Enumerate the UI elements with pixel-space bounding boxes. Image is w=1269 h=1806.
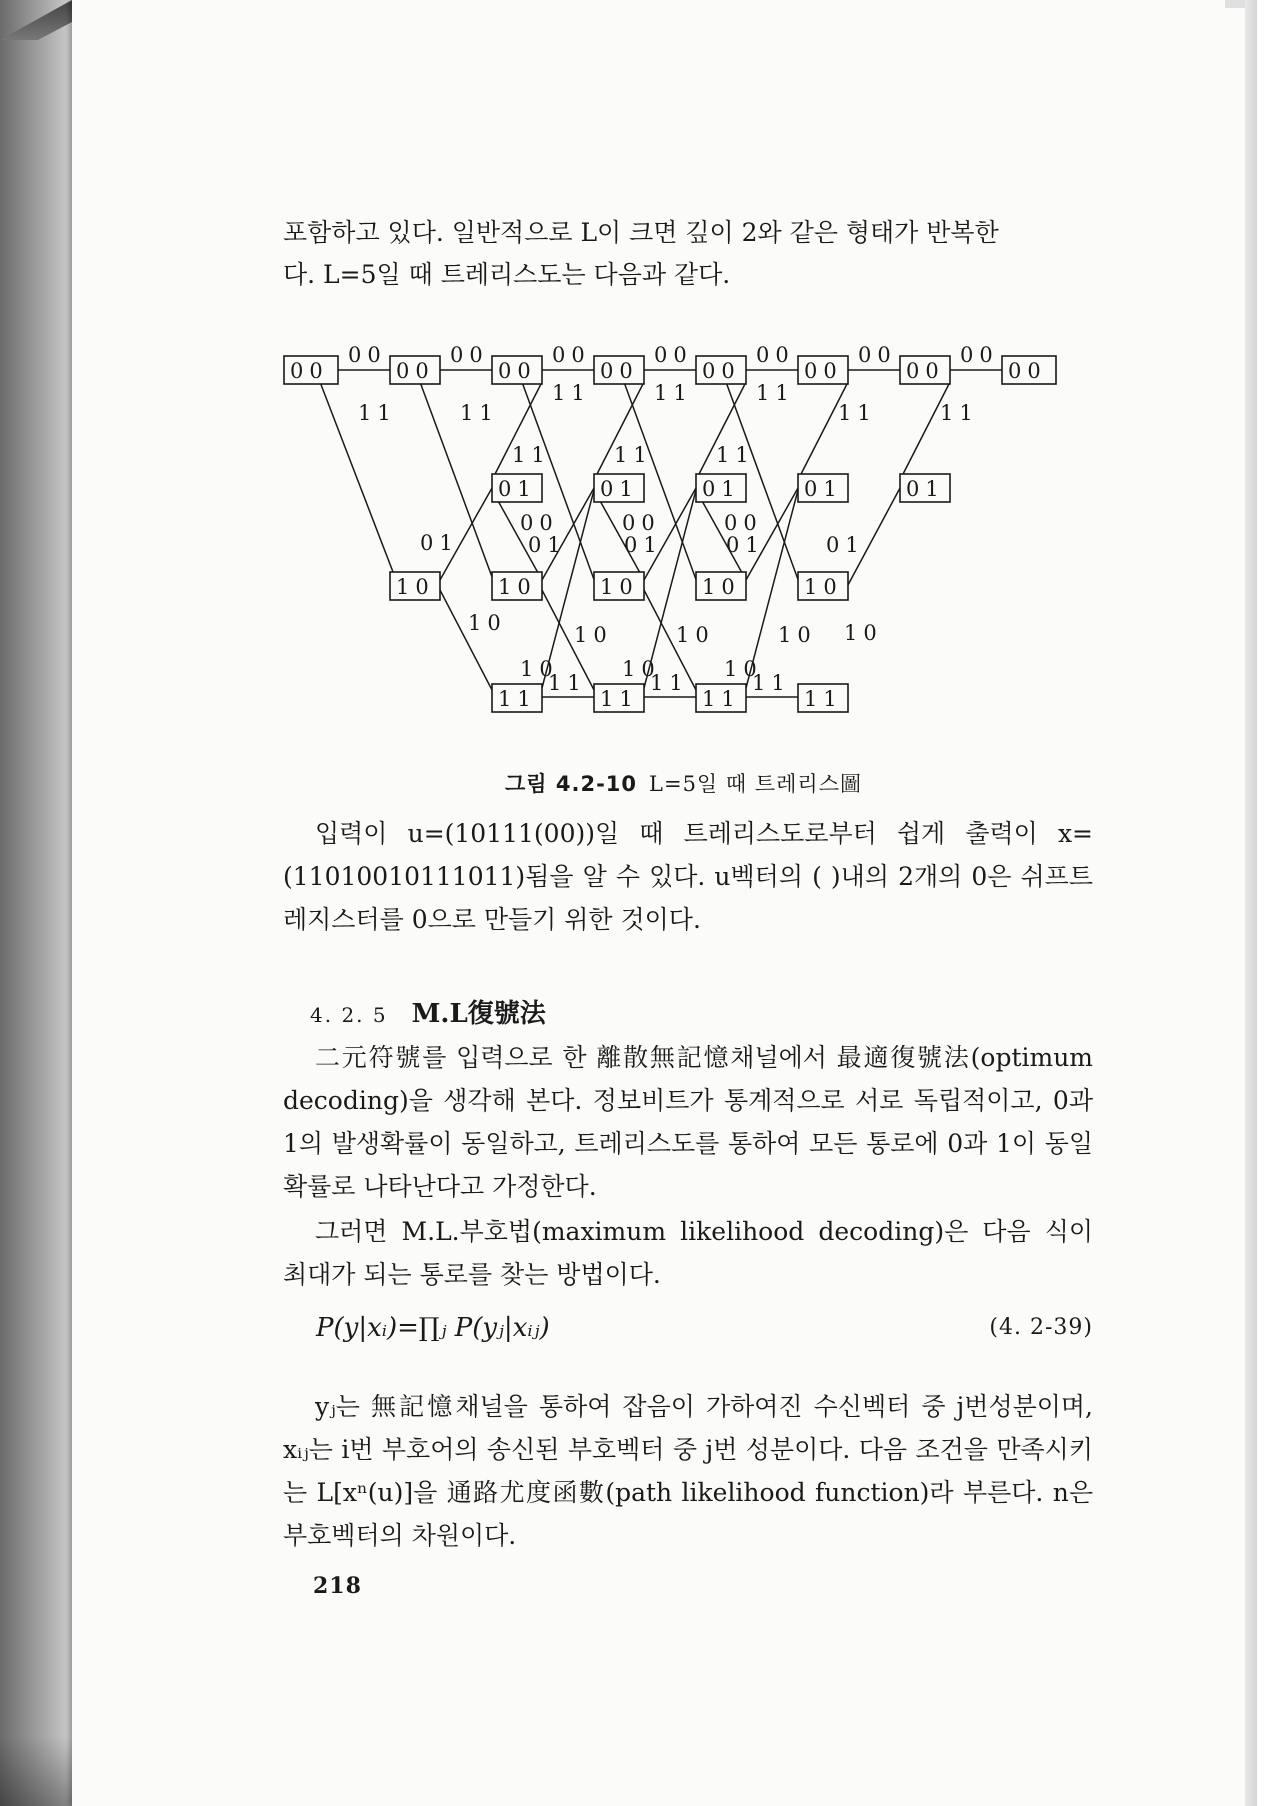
branch-label-11: 11 xyxy=(838,401,877,425)
branch-label-10: 10 xyxy=(520,657,559,681)
input-paragraph xyxy=(283,812,1093,941)
branch-label-11: 11 xyxy=(756,381,795,405)
branch-label-11: 11 xyxy=(512,443,551,467)
state-10: 10 xyxy=(804,575,843,599)
branch-label-11: 11 xyxy=(654,381,693,405)
branch-label-11: 11 xyxy=(552,381,591,405)
intro-line-1: 포함하고 있다. 일반적으로 L이 크면 깊이 2와 같은 형태가 반복한 xyxy=(283,218,999,247)
state-00: 00 xyxy=(1008,359,1047,383)
branch-label-10: 10 xyxy=(622,657,661,681)
branch-label-00: 00 xyxy=(858,343,897,367)
branch-label-11: 11 xyxy=(460,401,499,425)
state-00: 00 xyxy=(906,359,945,383)
ml-paragraph-2 xyxy=(283,1210,1093,1296)
branch-label-11: 11 xyxy=(940,401,979,425)
section-heading xyxy=(310,993,546,1030)
state-00: 00 xyxy=(702,359,741,383)
state-11: 11 xyxy=(498,687,537,711)
state-01: 01 xyxy=(498,477,537,501)
branch-label-10: 10 xyxy=(724,657,763,681)
branch-label-00: 00 xyxy=(520,511,559,535)
equation-4-2-39 xyxy=(316,1313,1093,1373)
equation-number: (4. 2-39) xyxy=(989,1315,1093,1340)
state-10: 10 xyxy=(396,575,435,599)
figure-caption-text: L=5일 때 트레리스圖 xyxy=(649,772,862,796)
branch-label-10: 10 xyxy=(468,611,507,635)
state-00: 00 xyxy=(804,359,843,383)
branch-label-11: 11 xyxy=(358,401,397,425)
branch-label-01: 01 xyxy=(420,531,459,555)
ml-paragraph-2-text: 그러면 M.L.부호법(maximum likelihood decoding)은 다음 식이 최대가 되는 통로를 찾는 방법이다. xyxy=(283,1217,1093,1289)
book-bottom-shadow xyxy=(0,1736,72,1806)
page-right-edge-top xyxy=(1225,0,1245,8)
state-11: 11 xyxy=(702,687,741,711)
branch-label-00: 00 xyxy=(960,343,999,367)
trellis-diagram xyxy=(280,340,1100,740)
branch-label-00: 00 xyxy=(654,343,693,367)
ml-paragraph-1 xyxy=(283,1036,1093,1208)
branch-label-01: 01 xyxy=(624,533,663,557)
branch-label-10: 10 xyxy=(574,623,613,647)
branch-label-00: 00 xyxy=(348,343,387,367)
state-11: 11 xyxy=(804,687,843,711)
branch-label-00: 00 xyxy=(622,511,661,535)
figure-caption-label: 그림 4.2-10 xyxy=(505,772,638,796)
branch-label-00: 00 xyxy=(724,511,763,535)
state-01: 01 xyxy=(804,477,843,501)
branch-label-11: 11 xyxy=(716,443,755,467)
equation-expression: P(y|xᵢ)=∏ⱼ P(yⱼ|xᵢⱼ) xyxy=(316,1313,550,1343)
branch-label-10: 10 xyxy=(844,621,883,645)
intro-paragraph xyxy=(283,212,1093,296)
state-00: 00 xyxy=(290,359,329,383)
page-number: 218 xyxy=(313,1573,362,1599)
branch-label-01: 01 xyxy=(726,533,765,557)
yj-paragraph-text: yⱼ는 無記憶채널을 통하여 잡음이 가하여진 수신벡터 중 j번성분이며, xᵢⱼ는 i번 부호어의 송신된 부호벡터 중 j번 성분이다. 다음 조건을 만족시키는 L[xⁿ(u)]을 通路尤度函數(path likelihood function)라 부른다. n은 부호벡터의 차원이다. xyxy=(283,1392,1093,1550)
state-11: 11 xyxy=(600,687,639,711)
yj-paragraph xyxy=(283,1385,1093,1557)
branch-label-10: 10 xyxy=(676,623,715,647)
page-right-edge xyxy=(1245,0,1257,1806)
figure-caption xyxy=(505,768,862,798)
branch-label-00: 00 xyxy=(552,343,591,367)
state-10: 10 xyxy=(600,575,639,599)
state-00: 00 xyxy=(498,359,537,383)
state-01: 01 xyxy=(600,477,639,501)
branch-label-11: 11 xyxy=(548,671,587,695)
ml-paragraph-1-text: 二元符號를 입력으로 한 離散無記憶채널에서 最適復號法(optimum decoding)을 생각해 본다. 정보비트가 통계적으로 서로 독립적이고, 0과 1의 발생확률이 동일하고, 트레리스도를 통하여 모든 통로에 0과 1이 동일확률로 나타난다고 가정한다. xyxy=(283,1043,1093,1201)
state-00: 00 xyxy=(396,359,435,383)
branch-label-01: 01 xyxy=(826,533,865,557)
branch-label-11: 11 xyxy=(614,443,653,467)
intro-line-2: 다. L=5일 때 트레리스도는 다음과 같다. xyxy=(283,260,731,289)
section-title: M.L復號法 xyxy=(411,999,546,1029)
branch-label-00: 00 xyxy=(450,343,489,367)
book-spine-edge xyxy=(0,0,72,1806)
branch-label-01: 01 xyxy=(528,533,567,557)
section-number: 4. 2. 5 xyxy=(310,1003,388,1027)
branch-label-00: 00 xyxy=(756,343,795,367)
branch-label-10: 10 xyxy=(778,623,817,647)
state-01: 01 xyxy=(702,477,741,501)
state-10: 10 xyxy=(702,575,741,599)
branch-label-11: 11 xyxy=(650,671,689,695)
branch-label-11: 11 xyxy=(752,671,791,695)
state-10: 10 xyxy=(498,575,537,599)
state-01: 01 xyxy=(906,477,945,501)
input-paragraph-text: 입력이 u=(10111(00))일 때 트레리스도로부터 쉽게 출력이 x=(11010010111011)됨을 알 수 있다. u벡터의 ( )내의 2개의 0은 쉬프트 레지스터를 0으로 만들기 위한 것이다. xyxy=(283,819,1093,934)
state-00: 00 xyxy=(600,359,639,383)
